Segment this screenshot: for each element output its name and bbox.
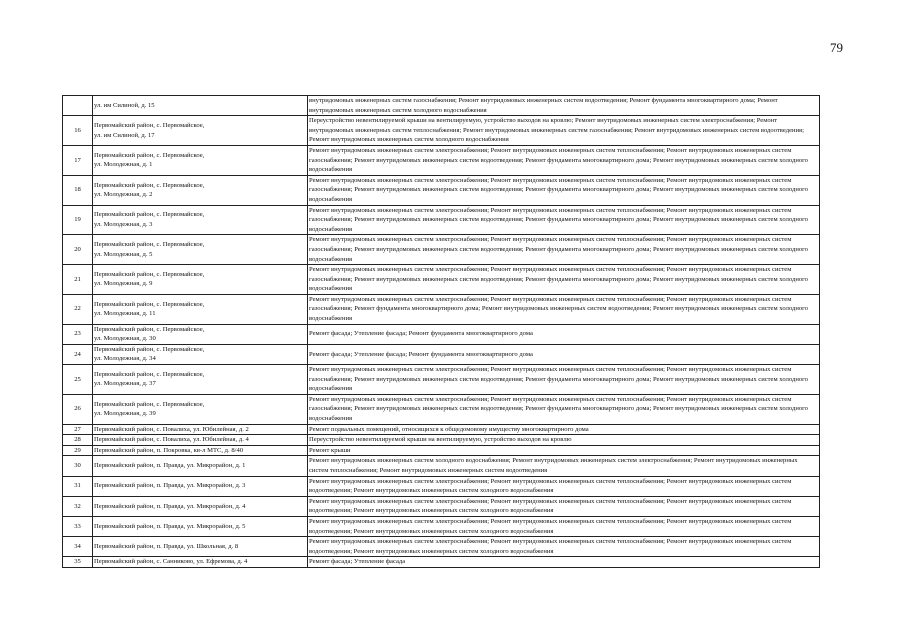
row-number-cell: 23 <box>63 324 93 344</box>
row-number-cell: 35 <box>63 557 93 568</box>
address-cell: Первомайский район, с. Санниково, ул. Ефремова, д. 4 <box>93 557 308 568</box>
row-number-cell: 17 <box>63 145 93 175</box>
row-number-cell: 25 <box>63 365 93 395</box>
table-row <box>63 516 820 536</box>
works-cell: Ремонт подвальных помещений, относящихся к общедомовому имуществу многоквартирного дома <box>308 424 820 435</box>
address-cell: Первомайский район, с. Первомайское, ул. Молодежная, д. 5 <box>93 235 308 265</box>
works-cell: Ремонт фасада; Утепление фасада; Ремонт фундамента многоквартирного дома <box>308 344 820 364</box>
address-cell: Первомайский район, п. Правда, ул. Микрорайон, д. 5 <box>93 516 308 536</box>
works-cell: Ремонт внутридомовых инженерных систем электроснабжения; Ремонт внутридомовых инженерных систем теплоснабжения; Ремонт внутридомовых инженерных систем газоснабжения; Ремонт внутридомовых инженерных систем водоотведения; Ремонт фундамента многоквартирного дома; Ремонт внутридомовых инженерных систем холодного водоснабжения <box>308 394 820 424</box>
works-cell: Ремонт внутридомовых инженерных систем холодного водоснабжения; Ремонт внутридомовых инженерных систем электроснабжения; Ремонт внутридомовых инженерных систем теплоснабжения; Ремонт внутридомовых инженерных систем водоотведения <box>308 456 820 476</box>
row-number-cell: 22 <box>63 294 93 324</box>
works-cell: Переустройство невентилируемой крыши на вентилируемую, устройство выходов на кровлю; Ремонт внутридомовых инженерных систем электроснабжения; Ремонт внутридомовых инженерных систем теплоснабжения; Ремонт внутридомовых инженерных систем газоснабжения; Ремонт внутридомовых инженерных систем водоотведения; Ремонт внутридомовых инженерных систем холодного водоснабжения <box>308 116 820 146</box>
table-row <box>63 456 820 476</box>
row-number-cell: 34 <box>63 537 93 557</box>
table-row <box>63 96 820 116</box>
works-cell: Ремонт внутридомовых инженерных систем электроснабжения; Ремонт внутридомовых инженерных систем теплоснабжения; Ремонт внутридомовых инженерных систем газоснабжения; Ремонт внутридомовых инженерных систем водоотведения; Ремонт фундамента многоквартирного дома; Ремонт внутридомовых инженерных систем холодного водоснабжения <box>308 265 820 295</box>
table-row <box>63 344 820 364</box>
address-cell: Первомайский район, п. Правда, ул. Микрорайон, д. 1 <box>93 456 308 476</box>
table-body <box>63 96 820 568</box>
page-number: 79 <box>830 40 843 55</box>
row-number-cell: 33 <box>63 516 93 536</box>
address-cell: Первомайский район, с. Первомайское, ул. Молодежная, д. 37 <box>93 365 308 395</box>
row-number-cell <box>63 96 93 116</box>
table-row <box>63 324 820 344</box>
row-number-cell: 28 <box>63 435 93 446</box>
table-row <box>63 435 820 446</box>
works-cell: внутридомовых инженерных систем газоснабжения; Ремонт внутридомовых инженерных систем водоотведения; Ремонт фундамента многоквартирного дома; Ремонт внутридомовых инженерных систем холодного водоснабжения <box>308 96 820 116</box>
table-row <box>63 476 820 496</box>
works-cell: Ремонт внутридомовых инженерных систем электроснабжения; Ремонт внутридомовых инженерных систем теплоснабжения; Ремонт внутридомовых инженерных систем водоотведения; Ремонт внутридомовых инженерных систем холодного водоснабжения <box>308 476 820 496</box>
row-number-cell: 27 <box>63 424 93 435</box>
row-number-cell: 16 <box>63 116 93 146</box>
address-cell: Первомайский район, с. Первомайское, ул. Молодежная, д. 30 <box>93 324 308 344</box>
table-row <box>63 116 820 146</box>
works-cell: Ремонт внутридомовых инженерных систем электроснабжения; Ремонт внутридомовых инженерных систем теплоснабжения; Ремонт внутридомовых инженерных систем газоснабжения; Ремонт внутридомовых инженерных систем водоотведения; Ремонт фундамента многоквартирного дома; Ремонт внутридомовых инженерных систем холодного водоснабжения <box>308 365 820 395</box>
address-cell: Первомайский район, с. Первомайское, ул. Молодежная, д. 1 <box>93 145 308 175</box>
table-row <box>63 205 820 235</box>
address-cell: Первомайский район, с. Повалиха, ул. Юбилейная, д. 4 <box>93 435 308 446</box>
table-row <box>63 235 820 265</box>
works-cell: Ремонт крыши <box>308 445 820 456</box>
row-number-cell: 32 <box>63 496 93 516</box>
row-number-cell: 26 <box>63 394 93 424</box>
row-number-cell: 31 <box>63 476 93 496</box>
works-cell: Ремонт внутридомовых инженерных систем электроснабжения; Ремонт внутридомовых инженерных систем теплоснабжения; Ремонт внутридомовых инженерных систем газоснабжения; Ремонт внутридомовых инженерных систем водоотведения; Ремонт фундамента многоквартирного дома; Ремонт внутридомовых инженерных систем холодного водоснабжения <box>308 145 820 175</box>
row-number-cell: 19 <box>63 205 93 235</box>
table-row <box>63 557 820 568</box>
table-row <box>63 294 820 324</box>
housing-repair-table <box>62 95 820 568</box>
address-cell: Первомайский район, с. Первомайское, ул. Молодежная, д. 39 <box>93 394 308 424</box>
works-cell: Ремонт внутридомовых инженерных систем электроснабжения; Ремонт внутридомовых инженерных систем теплоснабжения; Ремонт внутридомовых инженерных систем газоснабжения; Ремонт внутридомовых инженерных систем водоотведения; Ремонт фундамента многоквартирного дома; Ремонт внутридомовых инженерных систем холодного водоснабжения <box>308 205 820 235</box>
address-cell: Первомайский район, п. Правда, ул. Микрорайон, д. 3 <box>93 476 308 496</box>
works-cell: Ремонт фасада; Утепление фасада; Ремонт фундамента многоквартирного дома <box>308 324 820 344</box>
table-row <box>63 424 820 435</box>
table-row <box>63 145 820 175</box>
address-cell: Первомайский район, п. Покровка, кв-л МТС, д. 8/40 <box>93 445 308 456</box>
table-row <box>63 394 820 424</box>
table-row <box>63 537 820 557</box>
address-cell: Первомайский район, с. Первомайское, ул. Молодежная, д. 9 <box>93 265 308 295</box>
works-cell: Ремонт внутридомовых инженерных систем электроснабжения; Ремонт внутридомовых инженерных систем теплоснабжения; Ремонт внутридомовых инженерных систем водоотведения; Ремонт внутридомовых инженерных систем холодного водоснабжения <box>308 516 820 536</box>
works-cell: Ремонт внутридомовых инженерных систем электроснабжения; Ремонт внутридомовых инженерных систем теплоснабжения; Ремонт внутридомовых инженерных систем газоснабжения; Ремонт фундамента многоквартирного дома; Ремонт внутридомовых инженерных систем водоотведения; Ремонт внутридомовых инженерных систем холодного водоснабжения <box>308 294 820 324</box>
address-cell: Первомайский район, с. Повалиха, ул. Юбилейная, д. 2 <box>93 424 308 435</box>
row-number-cell: 18 <box>63 175 93 205</box>
row-number-cell: 21 <box>63 265 93 295</box>
address-cell: Первомайский район, с. Первомайское, ул. Молодежная, д. 3 <box>93 205 308 235</box>
table-row <box>63 175 820 205</box>
address-cell: Первомайский район, с. Первомайское, ул. Молодежная, д. 2 <box>93 175 308 205</box>
address-cell: Первомайский район, п. Правда, ул. Микрорайон, д. 4 <box>93 496 308 516</box>
table-row <box>63 365 820 395</box>
table-row <box>63 496 820 516</box>
works-cell: Ремонт внутридомовых инженерных систем электроснабжения; Ремонт внутридомовых инженерных систем теплоснабжения; Ремонт внутридомовых инженерных систем водоотведения; Ремонт внутридомовых инженерных систем холодного водоснабжения <box>308 537 820 557</box>
works-cell: Ремонт внутридомовых инженерных систем электроснабжения; Ремонт внутридомовых инженерных систем теплоснабжения; Ремонт внутридомовых инженерных систем газоснабжения; Ремонт внутридомовых инженерных систем водоотведения; Ремонт фундамента многоквартирного дома; Ремонт внутридомовых инженерных систем холодного водоснабжения <box>308 175 820 205</box>
address-cell: Первомайский район, с. Первомайское, ул. им Силиной, д. 17 <box>93 116 308 146</box>
address-cell: Первомайский район, с. Первомайское, ул. Молодежная, д. 11 <box>93 294 308 324</box>
row-number-cell: 24 <box>63 344 93 364</box>
table-row <box>63 445 820 456</box>
row-number-cell: 30 <box>63 456 93 476</box>
address-cell: ул. им Силиной, д. 15 <box>93 96 308 116</box>
works-cell: Переустройство невентилируемой крыши на вентилируемую, устройство выходов на кровлю <box>308 435 820 446</box>
row-number-cell: 20 <box>63 235 93 265</box>
address-cell: Первомайский район, п. Правда, ул. Школьная, д. 8 <box>93 537 308 557</box>
works-cell: Ремонт внутридомовых инженерных систем электроснабжения; Ремонт внутридомовых инженерных систем теплоснабжения; Ремонт внутридомовых инженерных систем газоснабжения; Ремонт внутридомовых инженерных систем водоотведения; Ремонт фундамента многоквартирного дома; Ремонт внутридомовых инженерных систем холодного водоснабжения <box>308 235 820 265</box>
works-cell: Ремонт фасада; Утепление фасада <box>308 557 820 568</box>
row-number-cell: 29 <box>63 445 93 456</box>
table-row <box>63 265 820 295</box>
works-cell: Ремонт внутридомовых инженерных систем электроснабжения; Ремонт внутридомовых инженерных систем теплоснабжения; Ремонт внутридомовых инженерных систем водоотведения; Ремонт внутридомовых инженерных систем холодного водоснабжения <box>308 496 820 516</box>
address-cell: Первомайский район, с. Первомайское, ул. Молодежная, д. 34 <box>93 344 308 364</box>
